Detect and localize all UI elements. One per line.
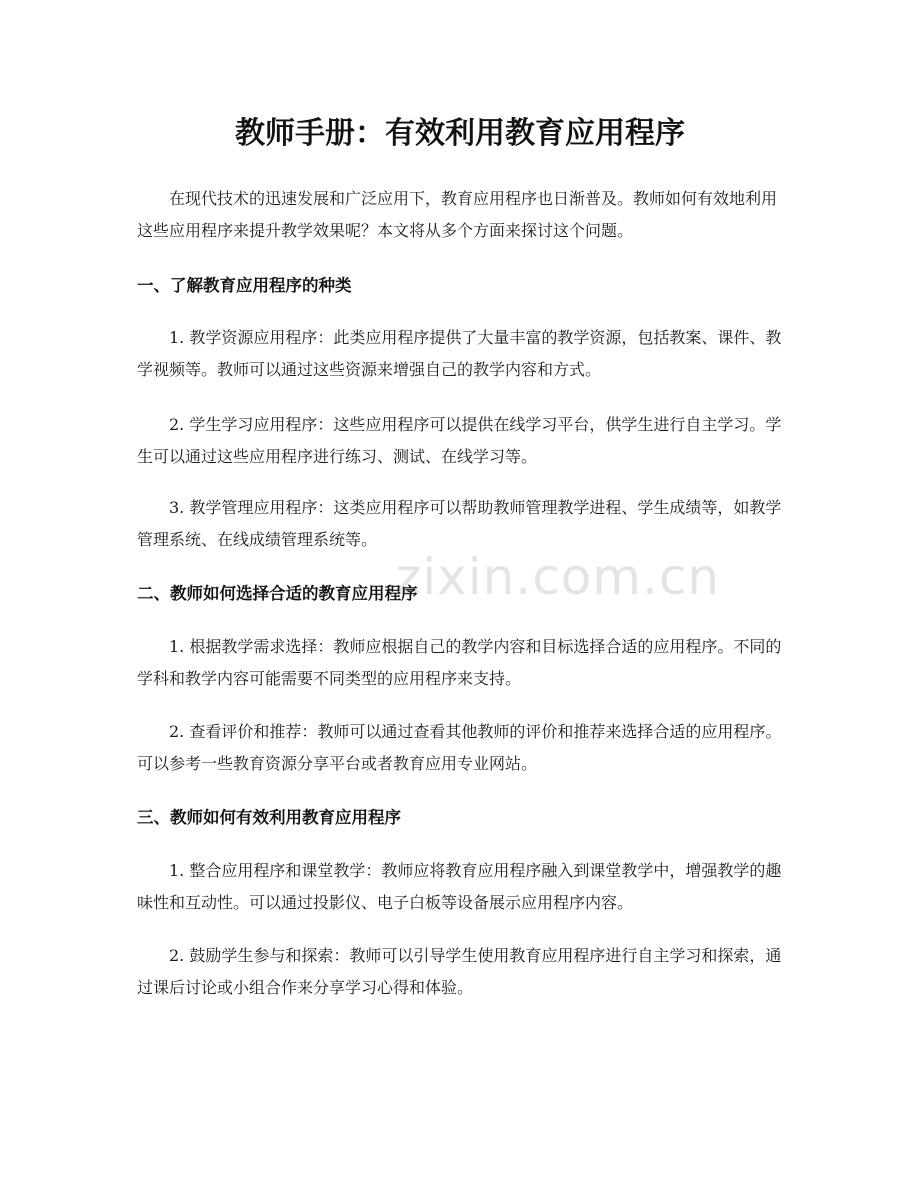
section-3-paragraph-1: 1. 整合应用程序和课堂教学：教师应将教育应用程序融入到课堂教学中，增强教学的趣味性和互动性。可以通过投影仪、电子白板等设备展示应用程序内容。 [137, 861, 782, 912]
intro-paragraph: 在现代技术的迅速发展和广泛应用下，教育应用程序也日渐普及。教师如何有效地利用这些应用程序来提升教学效果呢？本文将从多个方面来探讨这个问题。 [137, 189, 778, 240]
watermark: zixin.com.cn [395, 548, 721, 606]
section-2-heading: 二、教师如何选择合适的教育应用程序 [137, 584, 418, 603]
page-title: 教师手册：有效利用教育应用程序 [235, 116, 685, 151]
section-1-paragraph-1: 1. 教学资源应用程序：此类应用程序提供了大量丰富的教学资源，包括教案、课件、教学视频等。教师可以通过这些资源来增强自己的教学内容和方式。 [137, 328, 782, 379]
section-3-heading: 三、教师如何有效利用教育应用程序 [137, 808, 401, 827]
section-1-paragraph-3: 3. 教学管理应用程序：这类应用程序可以帮助教师管理教学进程、学生成绩等，如教学管理系统、在线成绩管理系统等。 [137, 498, 782, 549]
section-2-paragraph-2: 2. 查看评价和推荐：教师可以通过查看其他教师的评价和推荐来选择合适的应用程序。可以参考一些教育资源分享平台或者教育应用专业网站。 [137, 722, 782, 773]
section-2-paragraph-1: 1. 根据教学需求选择：教师应根据自己的教学内容和目标选择合适的应用程序。不同的学科和教学内容可能需要不同类型的应用程序来支持。 [137, 637, 782, 688]
section-3-paragraph-2: 2. 鼓励学生参与和探索：教师可以引导学生使用教育应用程序进行自主学习和探索，通过课后讨论或小组合作来分享学习心得和体验。 [137, 946, 782, 997]
section-1-heading: 一、了解教育应用程序的种类 [137, 276, 352, 295]
section-1-paragraph-2: 2. 学生学习应用程序：这些应用程序可以提供在线学习平台，供学生进行自主学习。学生可以通过这些应用程序进行练习、测试、在线学习等。 [137, 415, 782, 466]
